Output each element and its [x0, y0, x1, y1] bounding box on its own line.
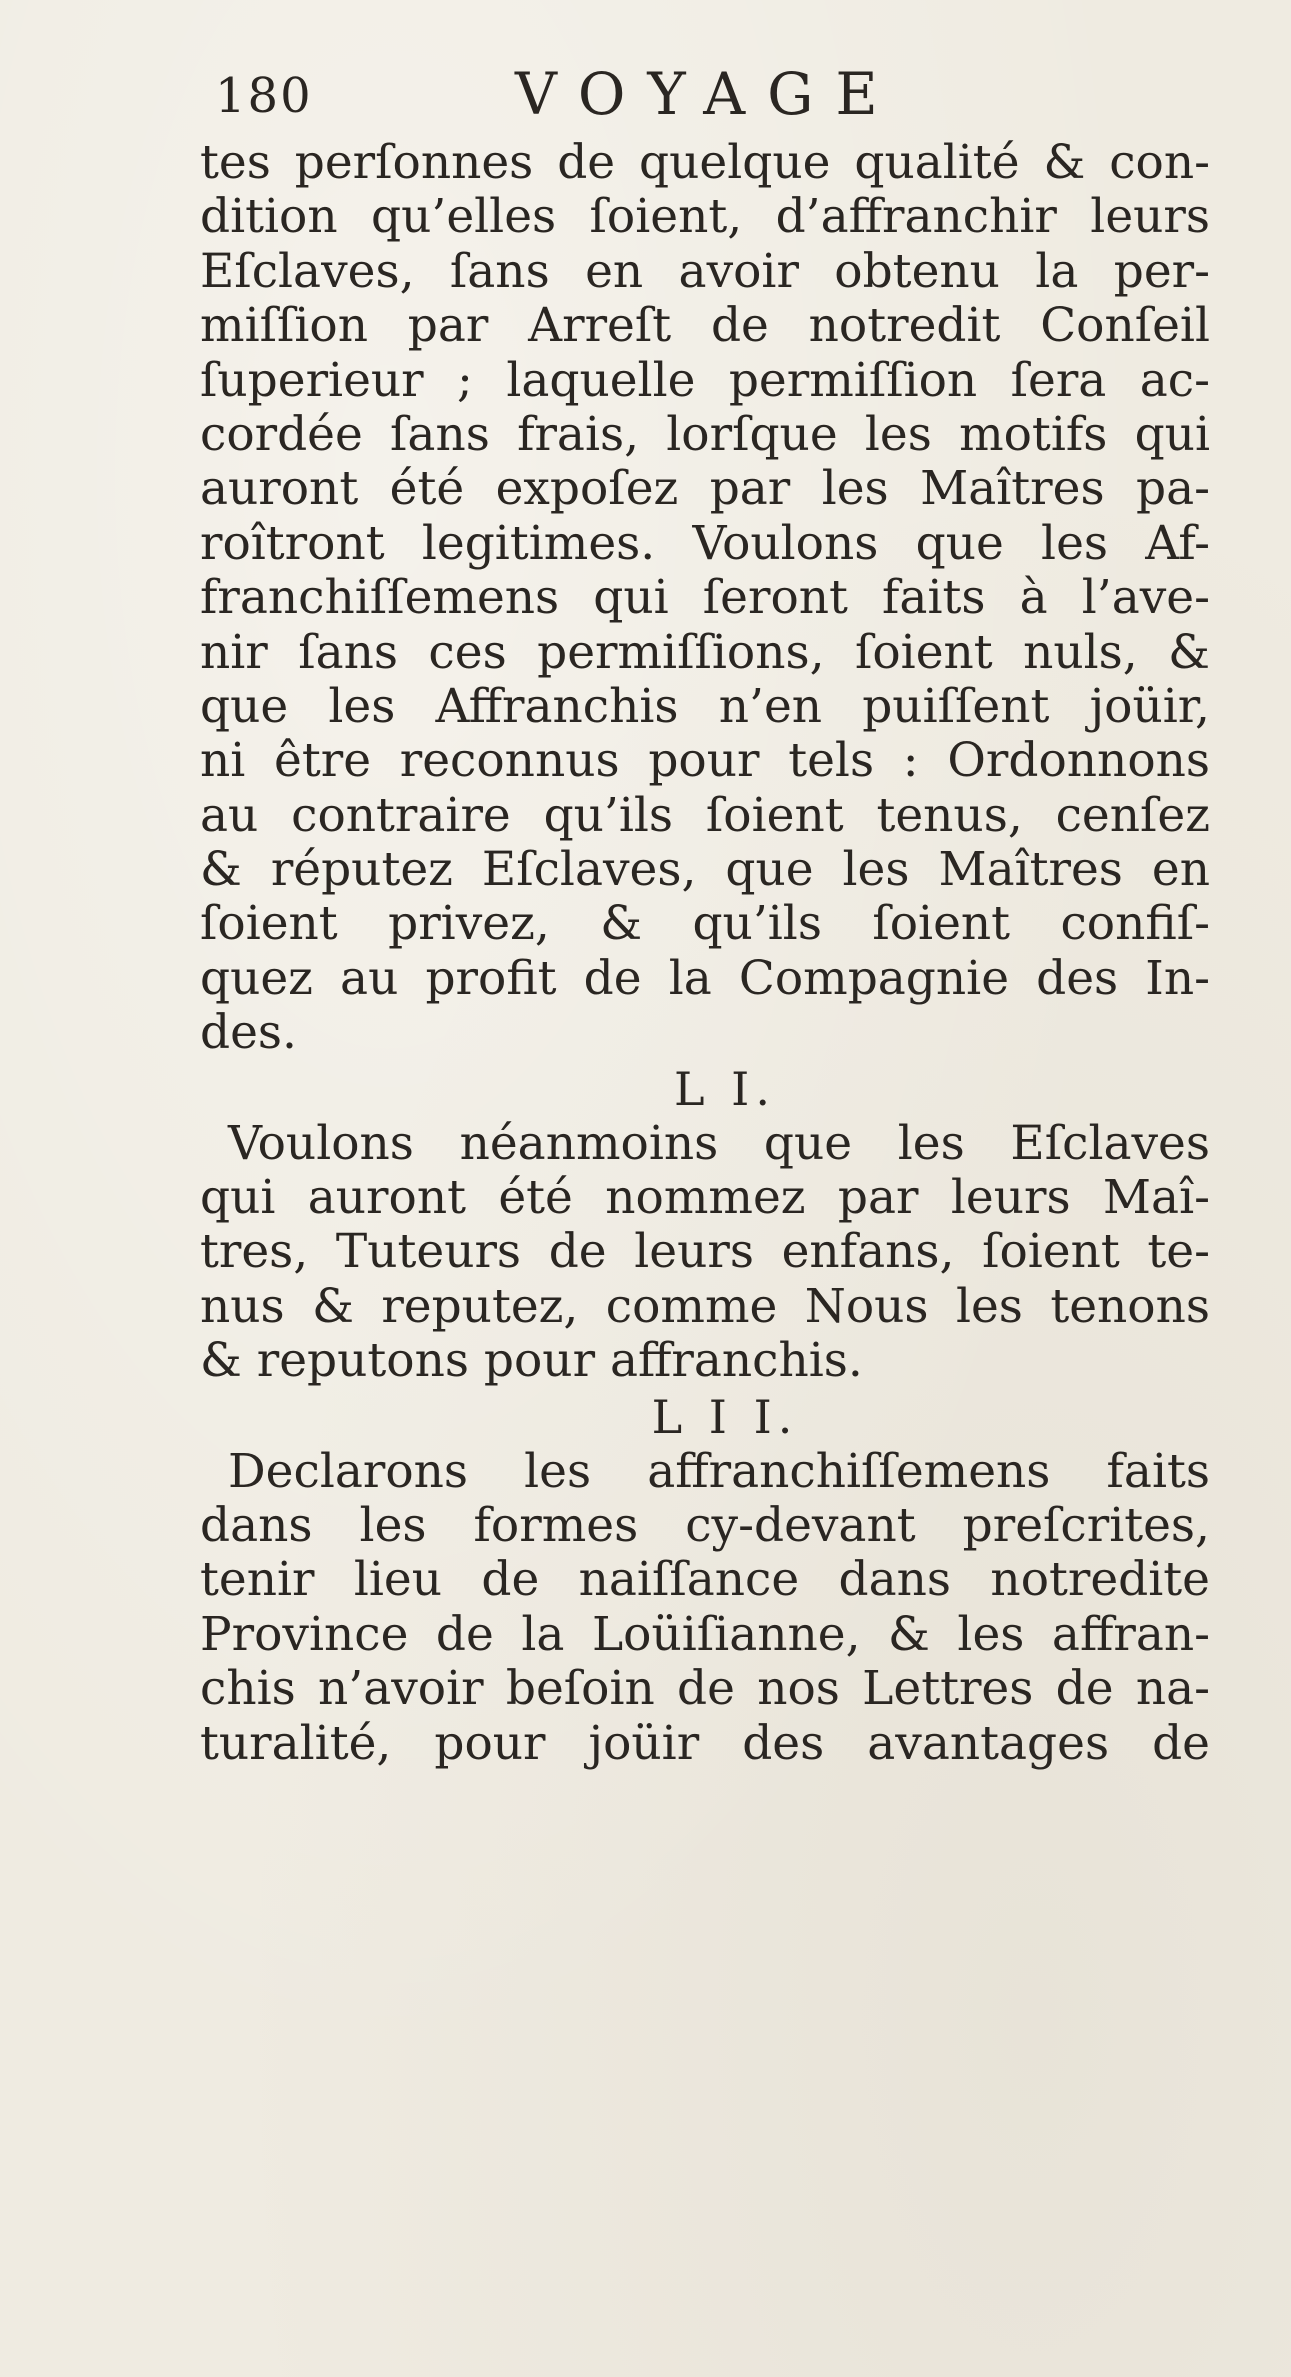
- text-line: miſſion par Arreſt de notredit Conſeil: [200, 298, 1210, 354]
- text-line: cordée ſans frais, lorſque les motifs qui: [200, 406, 1210, 462]
- text-line: Province de la Loüiſianne, & les affran-: [200, 1606, 1210, 1662]
- running-head: [215, 60, 1215, 140]
- text-line: ſoient privez, & qu’ils ſoient confiſ-: [200, 896, 1210, 952]
- text-line: franchiſſemens qui ſeront faits à l’ave-: [200, 570, 1210, 626]
- text-line: chis n’avoir beſoin de nos Lettres de na-: [200, 1661, 1210, 1717]
- text-line: nus & reputez, comme Nous les tenons: [200, 1278, 1210, 1334]
- text-line: au contraire qu’ils ſoient tenus, cenſez: [200, 787, 1210, 843]
- text-line: dans les formes cy-devant preſcrites,: [200, 1497, 1210, 1553]
- text-line: dition qu’elles ſoient, d’affranchir leurs: [200, 189, 1210, 245]
- text-line: ſuperieur ; laquelle permiſſion ſera ac-: [200, 352, 1210, 408]
- text-line: tres, Tuteurs de leurs enfans, ſoient te-: [200, 1224, 1210, 1280]
- article-heading-LI: L I.: [674, 1061, 776, 1116]
- text-line: Voulons néanmoins que les Eſclaves: [228, 1115, 1210, 1171]
- text-line: qui auront été nommez par leurs Maî-: [200, 1170, 1210, 1226]
- page-number: 180: [215, 68, 313, 124]
- paragraph-article-continuation: [200, 136, 1210, 1061]
- text-line: que les Affranchis n’en puiſſent joüir,: [200, 678, 1210, 734]
- text-line: roîtront legitimes. Voulons que les Af-: [200, 515, 1210, 571]
- text-line: Eſclaves, ſans en avoir obtenu la per-: [200, 243, 1210, 299]
- text-line: tes perſonnes de quelque qualité & con-: [200, 135, 1210, 190]
- text-line: & reputons pour affranchis.: [200, 1333, 863, 1389]
- text-line: & réputez Eſclaves, que les Maîtres en: [200, 842, 1210, 898]
- text-line: tenir lieu de naiſſance dans notredite: [200, 1552, 1210, 1608]
- text-line: des.: [200, 1005, 297, 1061]
- paragraph-article-LII: [200, 1445, 1210, 1771]
- text-line: ni être reconnus pour tels : Ordonnons: [200, 733, 1210, 789]
- text-line: auront été expoſez par les Maîtres pa-: [200, 461, 1210, 517]
- text-line: Declarons les affranchiſſemens faits: [228, 1443, 1210, 1499]
- text-line: turalité, pour joüir des avantages de: [200, 1715, 1210, 1771]
- text-line: quez au profit de la Compagnie des In-: [200, 950, 1210, 1006]
- running-title: VOYAGE: [515, 60, 900, 128]
- article-heading-LII: L I I.: [651, 1389, 799, 1444]
- text-line: nir ſans ces permiſſions, ſoient nuls, &: [200, 624, 1210, 680]
- body-text: [200, 136, 1210, 1771]
- paragraph-article-LI: [200, 1117, 1210, 1389]
